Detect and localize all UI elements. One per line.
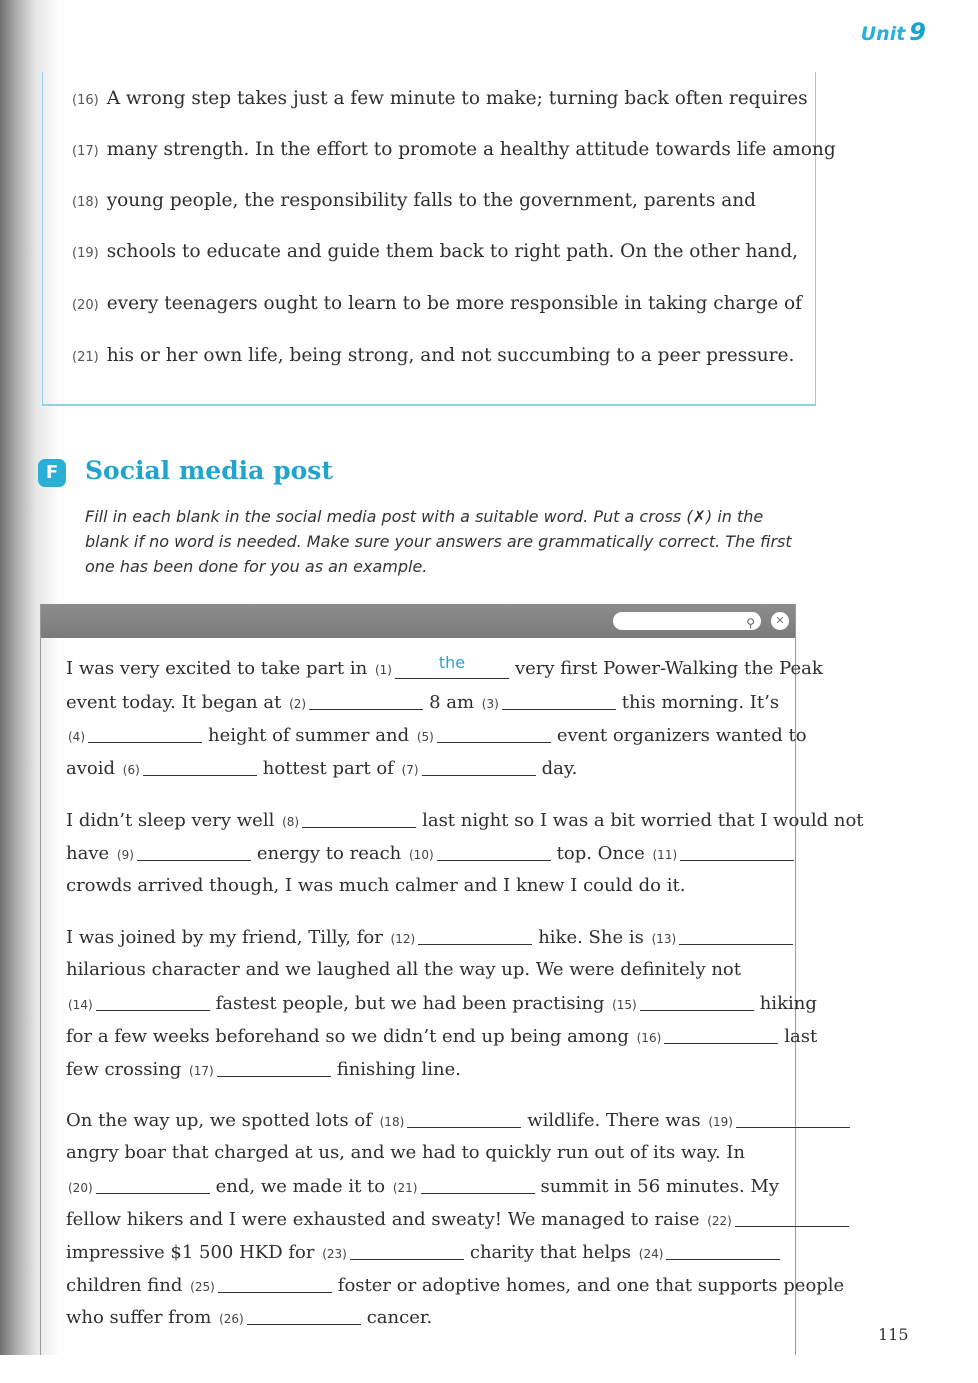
blank-number: (22) (707, 1214, 732, 1228)
section-badge: F (38, 459, 66, 487)
answer-blank[interactable] (640, 992, 754, 1011)
answer-blank[interactable] (679, 926, 793, 945)
unit-label (861, 18, 926, 46)
answer-blank[interactable] (502, 691, 616, 710)
answer-blank[interactable] (437, 724, 551, 743)
answer-blank[interactable] (736, 1109, 850, 1128)
blank-number: (11) (652, 848, 678, 862)
line-text: schools to educate and guide them back to right path. On the other hand, (106, 241, 799, 262)
post-text: charity that helps (469, 1242, 632, 1263)
blank-number: (9) (116, 848, 134, 862)
blank-number: (13) (651, 932, 677, 946)
post-text: last (784, 1026, 818, 1047)
line-text: A wrong step takes just a few minute to make; turning back often requires (106, 88, 808, 109)
post-text: hiking (759, 993, 817, 1014)
post-line (66, 1175, 779, 1197)
post-line (66, 1274, 844, 1296)
answer-blank[interactable] (437, 842, 551, 861)
post-text: very first Power-Walking the Peak (514, 658, 823, 679)
post-text: 8 am (429, 692, 475, 713)
line-number: (16) (72, 93, 99, 108)
answer-blank[interactable] (666, 1241, 780, 1260)
post-line (66, 959, 741, 980)
post-line (66, 1142, 745, 1163)
post-text: foster or adoptive homes, and one that supports people (337, 1275, 845, 1296)
post-line (66, 1306, 432, 1328)
blank-number: (19) (708, 1115, 733, 1129)
post-text: last night so I was a bit worried that I would not (422, 810, 864, 831)
answer-blank[interactable] (418, 926, 532, 945)
post-text: event organizers wanted to (556, 725, 807, 746)
page-number: 115 (878, 1325, 909, 1344)
post-line (66, 1025, 817, 1047)
answer-blank[interactable] (350, 1241, 464, 1260)
post-text: I was joined by my friend, Tilly, for (66, 927, 383, 948)
blank-number: (4) (68, 730, 85, 744)
answer-blank[interactable] (421, 1175, 535, 1194)
post-line (66, 875, 685, 896)
unit-text: Unit (860, 23, 906, 45)
search-input[interactable] (613, 612, 761, 630)
blank-number: (26) (219, 1312, 244, 1326)
section-title: Social media post (85, 456, 333, 485)
post-text: I didn’t sleep very well (66, 810, 275, 831)
passage-line (72, 241, 798, 262)
post-text: few crossing (66, 1059, 182, 1080)
post-text: hike. She is (538, 927, 644, 948)
unit-number: 9 (909, 18, 926, 46)
answer-blank[interactable] (735, 1208, 849, 1227)
blank-number: (14) (68, 998, 93, 1012)
post-text: finishing line. (336, 1059, 461, 1080)
page-bottom-edge (0, 1355, 978, 1383)
passage-line (72, 345, 794, 366)
post-text: cancer. (366, 1307, 433, 1328)
blank-number: (5) (416, 730, 434, 744)
answer-blank[interactable] (680, 842, 794, 861)
post-text: On the way up, we spotted lots of (66, 1110, 372, 1131)
post-line (66, 1208, 855, 1230)
post-text: this morning. It’s (621, 692, 780, 713)
post-line (66, 653, 823, 679)
blank-number: (24) (638, 1247, 664, 1261)
blank-number: (15) (612, 998, 637, 1012)
blank-number: (12) (390, 932, 416, 946)
post-text: hottest part of (262, 758, 394, 779)
answer-blank[interactable] (664, 1025, 778, 1044)
post-text: summit in 56 minutes. My (540, 1176, 780, 1197)
line-number: (17) (72, 144, 99, 159)
post-text: angry boar that charged at us, and we had to quickly run out of its way. In (66, 1142, 746, 1163)
blank-number: (10) (409, 848, 434, 862)
answer-blank[interactable] (96, 992, 210, 1011)
answer-blank[interactable] (309, 691, 423, 710)
post-line (66, 757, 577, 779)
line-number: (18) (72, 195, 99, 210)
blank-number: (25) (190, 1280, 215, 1294)
post-text: hilarious character and we laughed all the way up. We were definitely not (66, 959, 741, 980)
blank-number: (16) (636, 1031, 662, 1045)
magnifier-icon[interactable]: ⚲ (746, 616, 755, 630)
answer-blank[interactable] (88, 724, 202, 743)
blank-number: (17) (189, 1064, 214, 1078)
answer-blank[interactable] (247, 1306, 361, 1325)
answer-blank[interactable] (143, 757, 257, 776)
post-text: crowds arrived though, I was much calmer and I knew I could do it. (66, 875, 686, 896)
answer-blank[interactable] (422, 757, 536, 776)
blank-number: (6) (122, 763, 140, 777)
post-toolbar (41, 604, 795, 638)
answer-blank[interactable] (217, 1058, 331, 1077)
post-text: height of summer and (208, 725, 410, 746)
post-text: event today. It began at (66, 692, 282, 713)
line-number: (20) (72, 298, 99, 313)
blank-number: (8) (282, 815, 300, 829)
post-text: who suffer from (66, 1307, 212, 1328)
post-text: for a few weeks beforehand so we didn’t end up being among (66, 1026, 629, 1047)
blank-number: (23) (322, 1247, 347, 1261)
line-text: his or her own life, being strong, and not succumbing to a peer pressure. (106, 345, 795, 366)
post-text: have (66, 843, 110, 864)
post-line (66, 926, 799, 948)
post-line (66, 1241, 786, 1263)
blank-number: (2) (289, 697, 307, 711)
close-icon[interactable]: ✕ (771, 612, 789, 630)
answer-blank[interactable] (96, 1175, 210, 1194)
post-line (66, 724, 807, 746)
answer-blank[interactable] (407, 1109, 521, 1128)
passage-line (72, 190, 756, 211)
line-text: every teenagers ought to learn to be more responsible in taking charge of (106, 293, 803, 314)
post-line (66, 691, 779, 713)
blank-number: (1) (374, 663, 392, 677)
post-text: avoid (66, 758, 116, 779)
line-text: many strength. In the effort to promote a healthy attitude towards life among (106, 139, 836, 160)
post-text: impressive $1 500 HKD for (66, 1242, 315, 1263)
post-line (66, 842, 800, 864)
example-answer: the (438, 653, 466, 672)
answer-blank[interactable] (395, 653, 509, 679)
answer-blank[interactable] (218, 1274, 332, 1293)
blank-number: (7) (401, 763, 419, 777)
post-line (66, 809, 864, 831)
line-text: young people, the responsibility falls to the government, parents and (106, 190, 756, 211)
post-line (66, 1058, 461, 1080)
answer-blank[interactable] (137, 842, 251, 861)
passage-line (72, 139, 836, 160)
post-text: fellow hikers and I were exhausted and sweaty! We managed to raise (66, 1209, 700, 1230)
post-text: energy to reach (256, 843, 402, 864)
passage-line (72, 88, 808, 109)
post-text: children find (66, 1275, 183, 1296)
blank-number: (3) (481, 697, 499, 711)
answer-blank[interactable] (302, 809, 416, 828)
blank-number: (21) (392, 1181, 418, 1195)
line-number: (21) (72, 350, 99, 365)
blank-number: (18) (379, 1115, 405, 1129)
blank-number: (20) (68, 1181, 93, 1195)
post-line (66, 1109, 856, 1131)
post-text: end, we made it to (215, 1176, 386, 1197)
post-text: day. (541, 758, 578, 779)
line-number: (19) (72, 246, 99, 261)
section-instruction: Fill in each blank in the social media post with a suitable word. Put a cross (✗) in the blank if no word is needed. Make sure your answers are grammatically correct. The first one has been done for you as an example. (85, 507, 792, 576)
passage-line (72, 293, 802, 314)
post-text: fastest people, but we had been practising (215, 993, 605, 1014)
post-text: top. Once (556, 843, 645, 864)
post-text: I was very excited to take part in (66, 658, 368, 679)
post-line (66, 992, 817, 1014)
post-text: wildlife. There was (527, 1110, 701, 1131)
